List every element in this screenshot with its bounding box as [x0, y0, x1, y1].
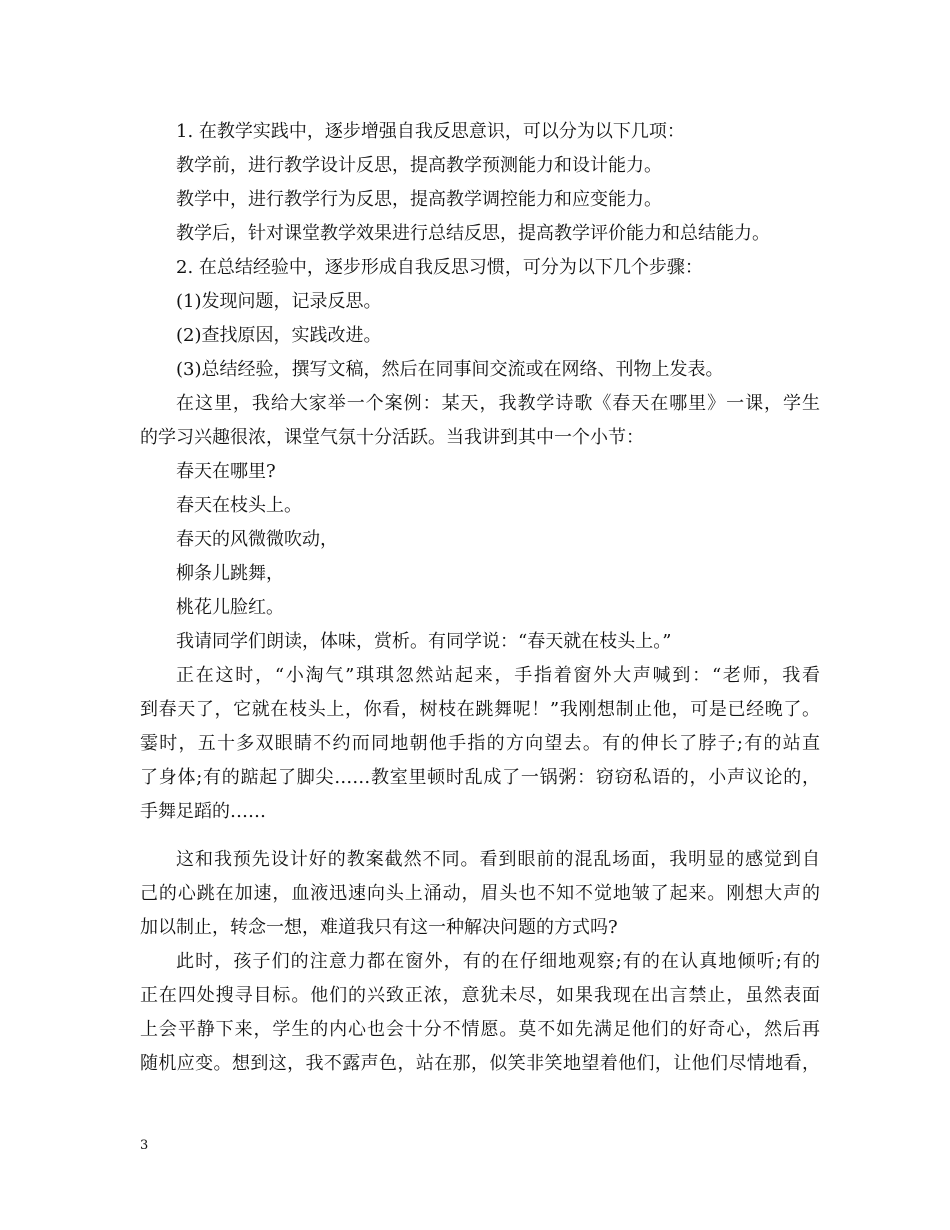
poem-line: 春天在哪里?: [176, 461, 276, 482]
paragraph-line: 己的心跳在加速，血液迅速向头上涌动，眉头也不知不觉地皱了起来。刚想大声的: [140, 883, 820, 904]
paragraph-line: 随机应变。想到这，我不露声色，站在那，似笑非笑地望着他们，让他们尽情地看，: [140, 1053, 820, 1074]
paragraph-line: 上会平静下来，学生的内心也会十分不情愿。莫不如先满足他们的好奇心，然后再: [140, 1019, 820, 1040]
paragraph-line: (2)查找原因，实践改进。: [176, 325, 382, 346]
body-text: [140, 115, 820, 1081]
paragraph-line: 教学前，进行教学设计反思，提高教学预测能力和设计能力。: [176, 155, 662, 176]
poem-line: 春天在枝头上。: [176, 495, 302, 516]
poem-line: 春天的风微微吹动，: [176, 529, 338, 550]
paragraph-line: 霎时，五十多双眼睛不约而同地朝他手指的方向望去。有的伸长了脖子;有的站直: [140, 733, 820, 754]
paragraph-line: 这和我预先设计好的教案截然不同。看到眼前的混乱场面，我明显的感觉到自: [176, 849, 820, 870]
poem-line: 桃花儿脸红。: [176, 597, 284, 618]
paragraph-line: 的学习兴趣很浓，课堂气氛十分活跃。当我讲到其中一个小节：: [140, 427, 644, 448]
paragraph-line: (3)总结经验，撰写文稿，然后在同事间交流或在网络、刊物上发表。: [176, 359, 724, 380]
paragraph-line: 手舞足蹈的……: [140, 801, 266, 822]
page-number: 3: [140, 1138, 149, 1153]
paragraph-line: 此时，孩子们的注意力都在窗外，有的在仔细地观察;有的在认真地倾听;有的: [176, 951, 820, 972]
poem-line: 柳条儿跳舞，: [176, 563, 284, 584]
paragraph-line: 我请同学们朗读，体味，赏析。有同学说：“春天就在枝头上。”: [176, 631, 672, 652]
paragraph-line: 教学中，进行教学行为反思，提高教学调控能力和应变能力。: [176, 189, 662, 210]
paragraph-line: 1. 在教学实践中，逐步增强自我反思意识，可以分为以下几项：: [176, 121, 685, 142]
paragraph-line: 2. 在总结经验中，逐步形成自我反思习惯，可分为以下几个步骤：: [176, 257, 703, 278]
paragraph-line: 加以制止，转念一想，难道我只有这一种解决问题的方式吗?: [140, 917, 618, 938]
paragraph-gap: [140, 829, 820, 843]
paragraph-line: 教学后，针对课堂教学效果进行总结反思，提高教学评价能力和总结能力。: [176, 223, 770, 244]
paragraph-line: 到春天了，它就在枝头上，你看，树枝在跳舞呢！”我刚想制止他，可是已经晚了。: [140, 699, 820, 720]
paragraph-line: 正在这时，“小淘气”琪琪忽然站起来，手指着窗外大声喊到：“老师，我看: [176, 665, 820, 686]
paragraph-line: 在这里，我给大家举一个案例：某天，我教学诗歌《春天在哪里》一课，学生: [176, 393, 820, 414]
paragraph-line: 了身体;有的踮起了脚尖……教室里顿时乱成了一锅粥：窃窃私语的，小声议论的，: [140, 767, 820, 788]
paragraph-line: (1)发现问题，记录反思。: [176, 291, 382, 312]
paragraph-line: 正在四处搜寻目标。他们的兴致正浓，意犹未尽，如果我现在出言禁止，虽然表面: [140, 985, 820, 1006]
